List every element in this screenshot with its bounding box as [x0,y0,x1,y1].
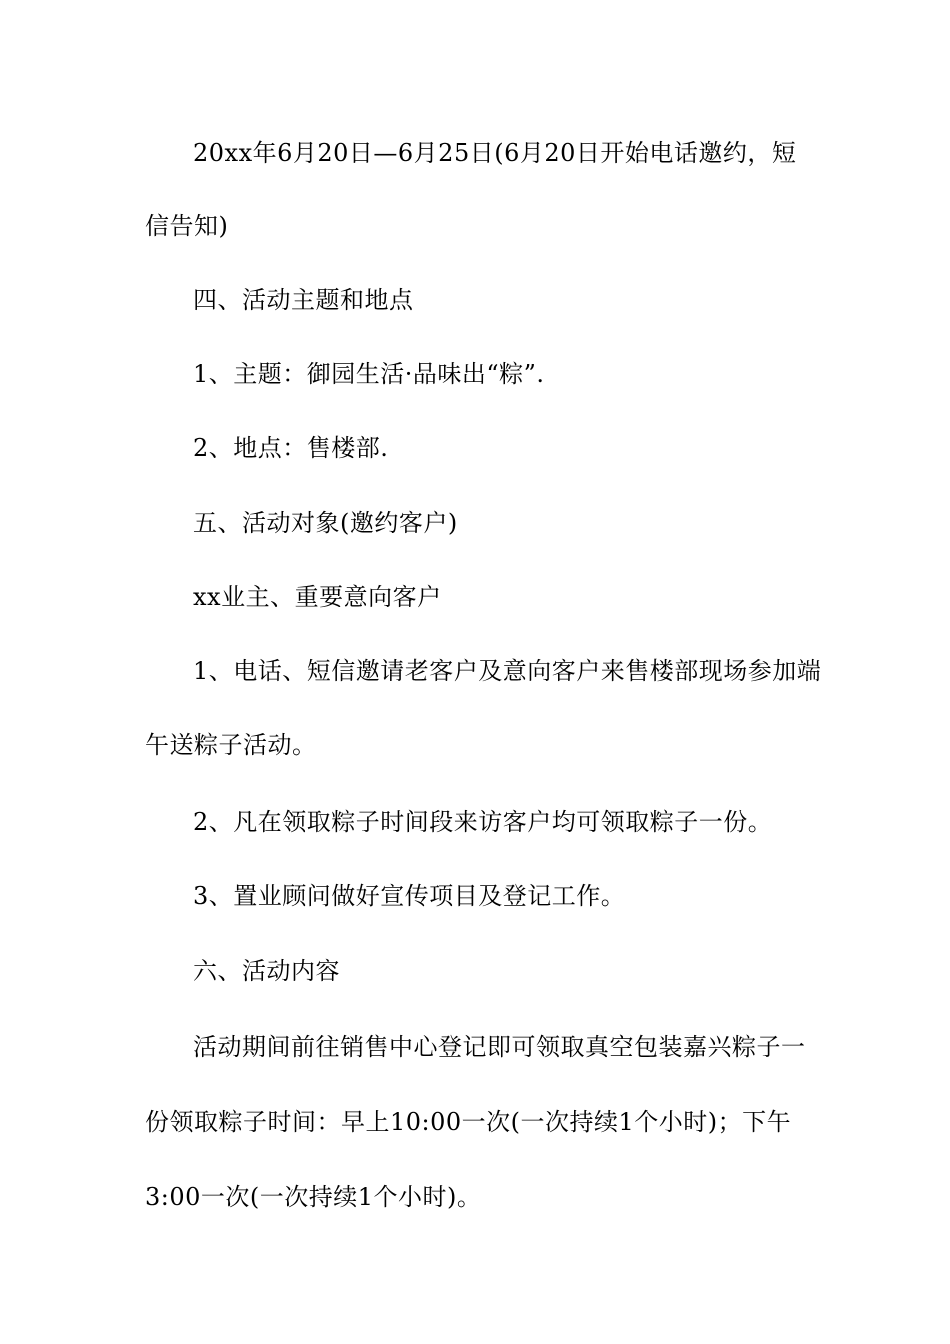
paragraph-line: 1、电话、短信邀请老客户及意向客户来售楼部现场参加端 [193,657,822,685]
paragraph-line: 信告知) [145,212,229,240]
paragraph-line: 活动期间前往销售中心登记即可领取真空包装嘉兴粽子一 [193,1033,806,1061]
paragraph-line: 3:00一次(一次持续1个小时)。 [145,1183,482,1211]
section-heading: 六、活动内容 [193,957,340,985]
section-heading: 四、活动主题和地点 [193,286,414,314]
paragraph-line: 份领取粽子时间：早上10:00一次(一次持续1个小时)；下午 [145,1108,792,1136]
paragraph-line: 午送粽子活动。 [145,731,317,759]
section-heading: 五、活动对象(邀约客户) [193,509,458,537]
paragraph-line: 2、地点：售楼部. [193,434,389,462]
paragraph-line: 1、主题：御园生活·品味出“粽”. [193,360,545,388]
paragraph-line: 2、凡在领取粽子时间段来访客户均可领取粽子一份。 [193,808,773,836]
paragraph-line: xx业主、重要意向客户 [193,583,442,611]
paragraph-line: 3、置业顾问做好宣传项目及登记工作。 [193,882,626,910]
paragraph-line: 20xx年6月20日—6月25日(6月20日开始电话邀约，短 [193,139,797,167]
